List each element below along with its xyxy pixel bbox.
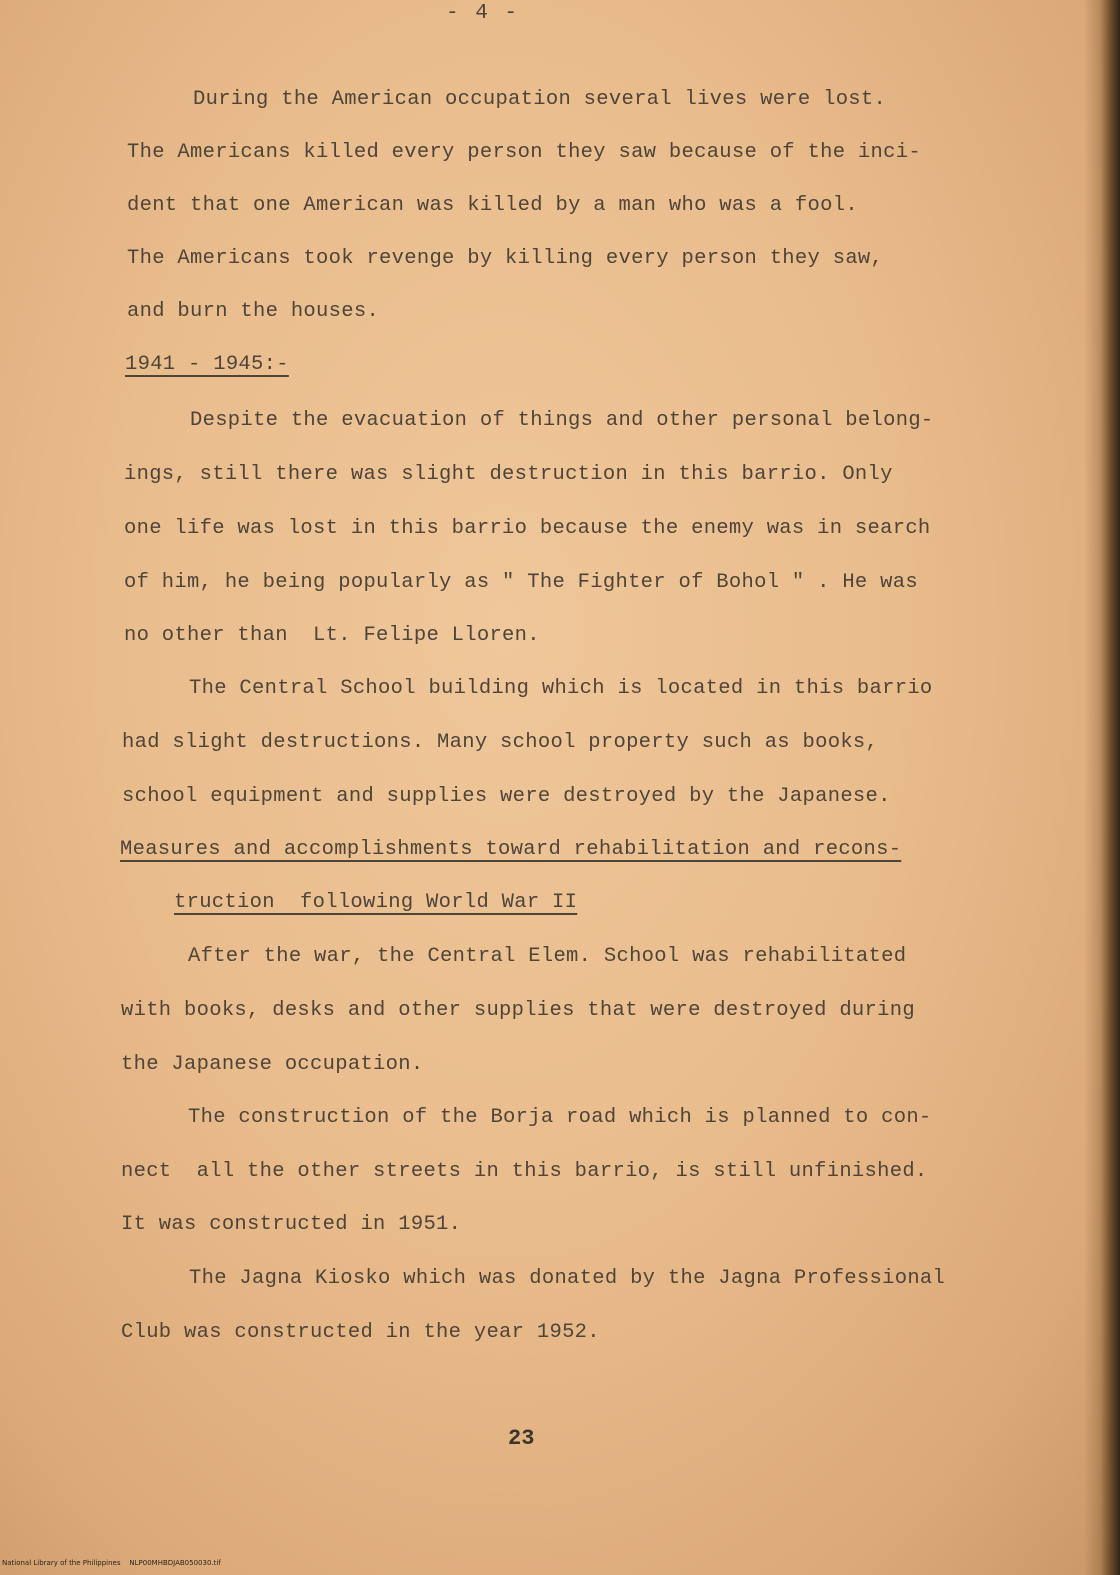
text-line: and burn the houses. xyxy=(127,300,380,323)
text-line: The Americans took revenge by killing every person they saw, xyxy=(127,247,884,270)
text-line: The Jagna Kiosko which was donated by the Jagna Professional xyxy=(189,1267,946,1290)
text-line: with books, desks and other supplies that were destroyed during xyxy=(121,999,915,1022)
section-heading-rehabilitation: Measures and accomplishments toward rehabilitation and recons- xyxy=(120,838,902,861)
text-line: had slight destructions. Many school property such as books, xyxy=(122,731,879,754)
text-line: The Americans killed every person they saw because of the inci- xyxy=(127,141,921,164)
text-line: one life was lost in this barrio because the enemy was in search xyxy=(124,517,931,540)
text-line: ings, still there was slight destruction in this barrio. Only xyxy=(124,463,893,486)
page-header: - 4 - xyxy=(446,2,520,25)
text-line: Club was constructed in the year 1952. xyxy=(121,1321,600,1344)
book-binding-shadow xyxy=(1084,0,1120,1575)
text-line: school equipment and supplies were destroyed by the Japanese. xyxy=(122,785,891,808)
text-line: of him, he being popularly as " The Fighter of Bohol " . He was xyxy=(124,571,918,594)
text-line: The construction of the Borja road which is planned to con- xyxy=(188,1106,932,1129)
text-line: After the war, the Central Elem. School was rehabilitated xyxy=(188,945,907,968)
text-line: no other than Lt. Felipe Lloren. xyxy=(124,624,540,647)
section-heading-rehabilitation-cont: truction following World War II xyxy=(174,891,578,914)
text-line: nect all the other streets in this barrio, is still unfinished. xyxy=(121,1160,928,1183)
text-line: dent that one American was killed by a man who was a fool. xyxy=(127,194,858,217)
page-number: 23 xyxy=(508,1426,535,1451)
text-line: It was constructed in 1951. xyxy=(121,1213,462,1236)
text-line: The Central School building which is located in this barrio xyxy=(189,677,933,700)
text-line: the Japanese occupation. xyxy=(121,1053,424,1076)
scan-caption: National Library of the Philippines NLP00MHBDJAB050030.tif xyxy=(2,1559,221,1567)
section-heading-years: 1941 - 1945:- xyxy=(125,353,289,376)
text-line: Despite the evacuation of things and other personal belong- xyxy=(190,409,934,432)
text-line: During the American occupation several lives were lost. xyxy=(193,88,887,111)
